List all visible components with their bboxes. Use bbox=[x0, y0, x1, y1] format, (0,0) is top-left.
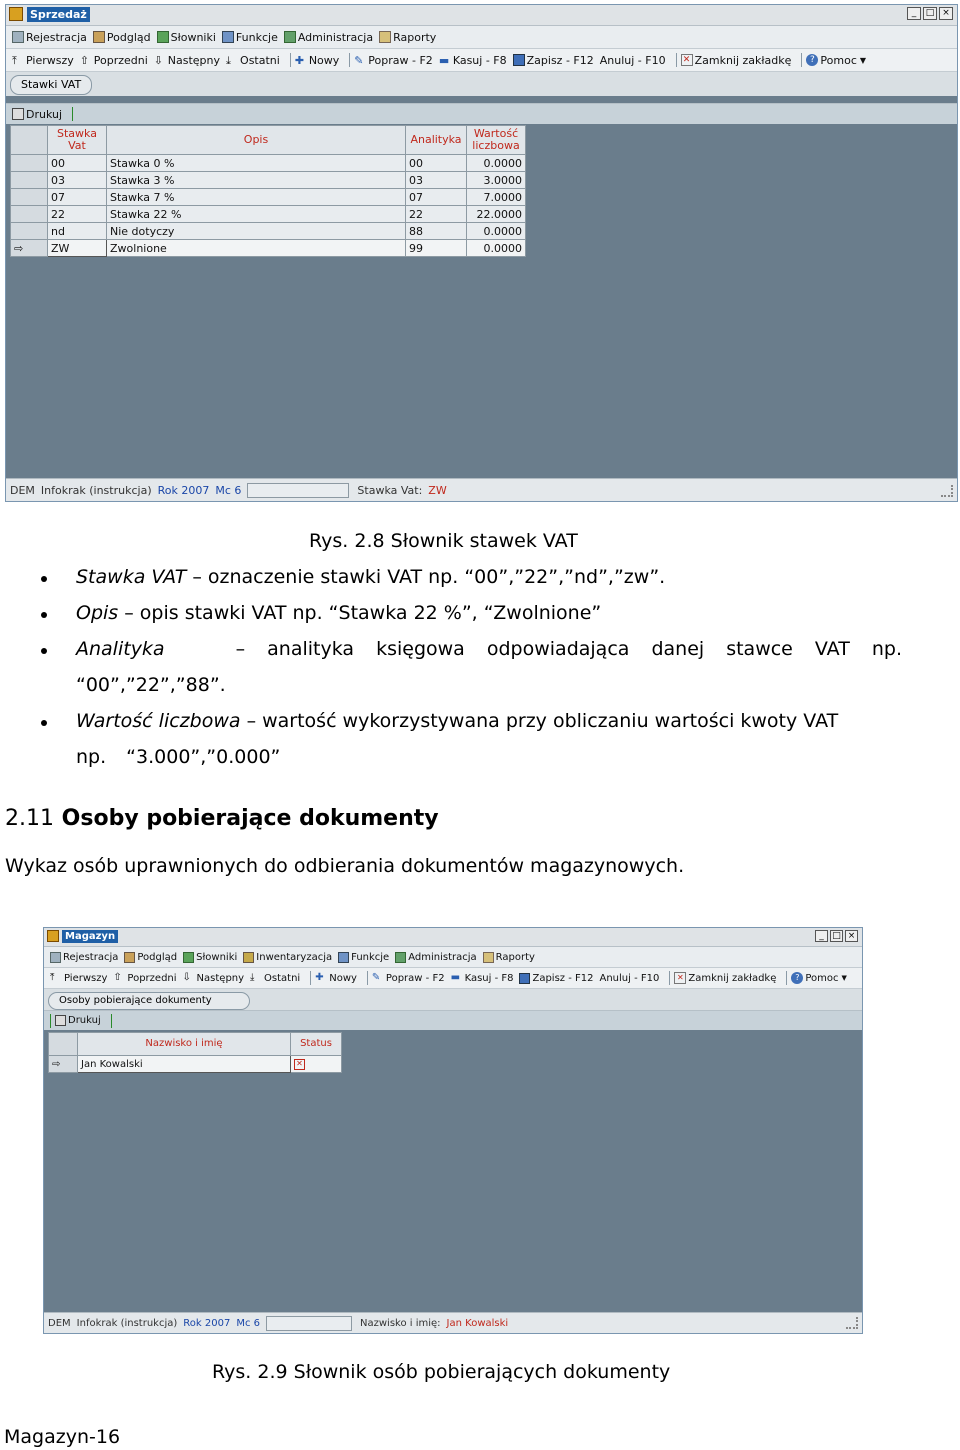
up-arrow-icon: ⇧ bbox=[79, 54, 89, 67]
cell-status[interactable] bbox=[291, 1056, 342, 1073]
status-dem: DEM bbox=[48, 1317, 71, 1329]
bullet-analityka-cont: “00”,”22”,”88”. bbox=[76, 674, 226, 696]
help-icon: ? bbox=[791, 972, 803, 984]
admin-icon bbox=[395, 952, 406, 963]
last-arrow-icon: ⤓ bbox=[250, 972, 255, 983]
cell-wartosc[interactable]: 0.0000 bbox=[467, 240, 526, 257]
admin-icon bbox=[284, 31, 296, 43]
menu-administracja[interactable]: Administracja bbox=[284, 31, 373, 44]
status-month: Mc 6 bbox=[215, 483, 242, 497]
cancel-button[interactable]: Anuluj - F10 bbox=[599, 53, 666, 67]
menu-podglad[interactable]: Podgląd bbox=[124, 952, 177, 963]
section-heading bbox=[5, 806, 439, 831]
current-row-arrow-icon: ⇨ bbox=[52, 1058, 61, 1070]
delete-button[interactable]: ▬ Kasuj - F8 bbox=[438, 53, 507, 67]
bullet-opis: Opis – opis stawki VAT np. “Stawka 22 %”, “Zwolnione” bbox=[76, 602, 602, 624]
menu-bar bbox=[6, 26, 957, 49]
bullet-icon bbox=[41, 576, 47, 582]
maximize-icon[interactable]: □ bbox=[830, 930, 843, 942]
menu-raporty[interactable]: Raporty bbox=[379, 31, 436, 44]
status-year: Rok 2007 bbox=[157, 483, 210, 497]
row-indicator bbox=[11, 189, 48, 206]
desc-opis: opis stawki VAT np. “Stawka 22 %”, “Zwolnione” bbox=[139, 602, 602, 624]
col-status[interactable]: Status bbox=[291, 1033, 342, 1056]
action-bar bbox=[6, 103, 957, 124]
desc-stawka-vat: – oznaczenie stawki VAT np. “00”,”22”,”nd”,”zw”. bbox=[192, 566, 666, 588]
minus-icon: ▬ bbox=[450, 972, 461, 983]
row-indicator-header bbox=[11, 126, 48, 155]
cell-analityka[interactable]: 00 bbox=[406, 155, 467, 172]
cell-wartosc[interactable]: 3.0000 bbox=[467, 172, 526, 189]
desc-wartosc: – wartość wykorzystywana przy obliczaniu wartości kwoty VAT bbox=[246, 710, 839, 732]
menu-bar bbox=[44, 947, 862, 968]
up-arrow-icon: ⇧ bbox=[113, 972, 122, 983]
current-row-arrow-icon: ⇨ bbox=[14, 241, 24, 255]
bullet-wartosc-cont: np. “3.000”,”0.000” bbox=[76, 746, 281, 768]
cell-stawka[interactable]: 03 bbox=[48, 172, 107, 189]
minus-icon: ▬ bbox=[438, 54, 450, 67]
tab-osoby-pobierajace[interactable]: Osoby pobierające dokumenty bbox=[48, 992, 250, 1010]
printer-icon bbox=[12, 108, 24, 120]
new-button[interactable]: ✚ Nowy bbox=[315, 972, 357, 984]
cell-analityka[interactable]: 99 bbox=[406, 240, 467, 257]
close-tab-button[interactable]: ✕ Zamknij zakładkę bbox=[681, 54, 792, 67]
vat-table bbox=[10, 125, 526, 257]
menu-rejestracja[interactable]: Rejestracja bbox=[50, 952, 118, 963]
menu-inwentaryzacja[interactable]: Inwentaryzacja bbox=[243, 952, 332, 963]
cell-opis[interactable]: Stawka 3 % bbox=[107, 172, 406, 189]
table-row[interactable] bbox=[11, 223, 526, 240]
table-row[interactable] bbox=[11, 189, 526, 206]
first-arrow-icon: ⤒ bbox=[12, 54, 17, 67]
cell-opis[interactable]: Stawka 7 % bbox=[107, 189, 406, 206]
window-title: Sprzedaż bbox=[27, 7, 90, 22]
delete-button[interactable]: ▬ Kasuj - F8 bbox=[450, 972, 514, 984]
cell-nazwisko-imie[interactable]: Jan Kowalski bbox=[78, 1056, 291, 1073]
cell-stawka[interactable]: ZW bbox=[48, 240, 107, 257]
cell-wartosc[interactable]: 0.0000 bbox=[467, 223, 526, 240]
status-info: Infokrak (instrukcja) bbox=[76, 1317, 178, 1329]
cell-wartosc[interactable]: 0.0000 bbox=[467, 155, 526, 172]
sales-window bbox=[5, 4, 958, 502]
first-button[interactable]: ⤒ Pierwszy bbox=[12, 53, 74, 67]
down-arrow-icon: ⇩ bbox=[153, 54, 163, 67]
bullet-stawka-vat bbox=[76, 566, 665, 588]
last-button[interactable]: ⤓ Ostatni bbox=[226, 53, 280, 67]
preview-icon bbox=[93, 31, 105, 43]
minimize-icon[interactable]: _ bbox=[907, 7, 921, 20]
minimize-icon[interactable]: _ bbox=[815, 930, 828, 942]
row-indicator bbox=[11, 155, 48, 172]
save-button[interactable]: Zapisz - F12 bbox=[513, 54, 594, 67]
row-indicator bbox=[49, 1056, 78, 1073]
first-arrow-icon: ⤒ bbox=[50, 972, 55, 983]
menu-funkcje[interactable]: Funkcje bbox=[222, 31, 278, 44]
close-icon[interactable]: × bbox=[939, 7, 953, 20]
bullet-icon bbox=[41, 612, 47, 618]
toolbar-separator bbox=[290, 53, 291, 67]
table-row[interactable] bbox=[11, 206, 526, 223]
bullet-icon bbox=[41, 648, 47, 654]
window-title: Magazyn bbox=[62, 930, 118, 943]
app-icon bbox=[47, 930, 59, 942]
printer-icon bbox=[55, 1015, 66, 1026]
cell-opis[interactable]: Stawka 0 % bbox=[107, 155, 406, 172]
save-icon bbox=[519, 973, 530, 984]
dictionary-icon bbox=[183, 952, 194, 963]
toolbar bbox=[6, 49, 957, 72]
status-bar bbox=[44, 1312, 862, 1333]
status-field bbox=[266, 1316, 352, 1331]
table-row-selected[interactable] bbox=[49, 1056, 342, 1073]
title-bar bbox=[6, 5, 957, 26]
plus-icon: ✚ bbox=[294, 54, 305, 67]
cell-wartosc[interactable]: 7.0000 bbox=[467, 189, 526, 206]
bullet-analityka bbox=[76, 638, 902, 660]
cell-stawka[interactable]: nd bbox=[48, 223, 107, 240]
figure-caption-1: Rys. 2.8 Słownik stawek VAT bbox=[309, 530, 578, 552]
cell-analityka[interactable]: 07 bbox=[406, 189, 467, 206]
reports-icon bbox=[379, 31, 391, 43]
close-tab-icon: ✕ bbox=[681, 54, 693, 66]
row-indicator bbox=[11, 206, 48, 223]
next-button[interactable]: ⇩ Następny bbox=[153, 53, 221, 67]
menu-raporty[interactable]: Raporty bbox=[483, 952, 535, 963]
functions-icon bbox=[222, 31, 234, 43]
term-opis: Opis bbox=[76, 602, 119, 624]
tab-row bbox=[44, 989, 862, 1011]
help-button[interactable]: ? Pomoc ▼ bbox=[806, 54, 866, 67]
edit-button[interactable]: ✎ Popraw - F2 bbox=[371, 972, 445, 984]
toolbar-separator bbox=[367, 971, 368, 985]
action-bar bbox=[44, 1010, 862, 1030]
section-paragraph: Wykaz osób uprawnionych do odbierania dokumentów magazynowych. bbox=[5, 855, 685, 877]
section-number: 2.11 bbox=[5, 806, 54, 831]
cancel-button[interactable]: Anuluj - F10 bbox=[599, 972, 660, 984]
status-field bbox=[247, 483, 349, 498]
col-opis[interactable]: Opis bbox=[107, 126, 406, 155]
toolbar-separator bbox=[50, 1014, 51, 1028]
last-arrow-icon: ⤓ bbox=[226, 54, 231, 67]
close-icon[interactable]: × bbox=[845, 930, 858, 942]
menu-podglad[interactable]: Podgląd bbox=[93, 31, 151, 44]
cell-opis[interactable]: Zwolnione bbox=[107, 240, 406, 257]
previous-button[interactable]: ⇧ Poprzedni bbox=[79, 53, 148, 67]
tab-stawki-vat[interactable]: Stawki VAT bbox=[10, 75, 92, 95]
print-button[interactable]: Drukuj bbox=[55, 1015, 101, 1026]
figure-caption-2: Rys. 2.9 Słownik osób pobierających dokumenty bbox=[212, 1361, 671, 1383]
close-tab-button[interactable]: ✕ Zamknij zakładkę bbox=[674, 972, 776, 984]
table-row[interactable] bbox=[11, 172, 526, 189]
menu-slowniki[interactable]: Słowniki bbox=[183, 952, 237, 963]
down-arrow-icon: ⇩ bbox=[182, 972, 191, 983]
reports-icon bbox=[483, 952, 494, 963]
menu-administracja[interactable]: Administracja bbox=[395, 952, 476, 963]
col-stawka-vat[interactable]: Stawka Vat bbox=[48, 126, 107, 155]
section-title: Osoby pobierające dokumenty bbox=[61, 806, 439, 831]
status-label: Nazwisko i imię: bbox=[360, 1317, 441, 1329]
col-analityka[interactable]: Analityka bbox=[406, 126, 467, 155]
dropdown-arrow-icon: ▼ bbox=[841, 974, 847, 982]
plus-icon: ✚ bbox=[315, 972, 324, 983]
cell-opis[interactable]: Nie dotyczy bbox=[107, 223, 406, 240]
toolbar-separator bbox=[676, 53, 677, 67]
menu-slowniki[interactable]: Słowniki bbox=[157, 31, 216, 44]
status-value: ZW bbox=[428, 483, 447, 497]
preview-icon bbox=[124, 952, 135, 963]
table-row-selected[interactable] bbox=[11, 240, 526, 257]
term-stawka-vat: Stawka VAT bbox=[76, 566, 187, 588]
menu-funkcje[interactable]: Funkcje bbox=[338, 952, 389, 963]
cell-stawka[interactable]: 22 bbox=[48, 206, 107, 223]
toolbar-separator bbox=[786, 971, 787, 985]
cell-analityka[interactable]: 03 bbox=[406, 172, 467, 189]
maximize-icon[interactable]: □ bbox=[923, 7, 937, 20]
persons-table bbox=[48, 1032, 342, 1073]
desc-analityka: – analityka księgowa odpowiadająca danej stawce VAT np. bbox=[235, 638, 902, 660]
col-nazwisko-imie[interactable]: Nazwisko i imię bbox=[78, 1033, 291, 1056]
row-indicator bbox=[11, 172, 48, 189]
bullet-icon bbox=[41, 720, 47, 726]
cell-analityka[interactable]: 22 bbox=[406, 206, 467, 223]
title-bar bbox=[44, 928, 862, 947]
cell-stawka[interactable]: 00 bbox=[48, 155, 107, 172]
cell-opis[interactable]: Stawka 22 % bbox=[107, 206, 406, 223]
col-wartosc-liczbowa[interactable]: Wartość liczbowa bbox=[467, 126, 526, 155]
register-icon bbox=[50, 952, 61, 963]
help-button[interactable]: ? Pomoc ▼ bbox=[791, 972, 847, 984]
status-bar bbox=[6, 478, 957, 501]
status-info: Infokrak (instrukcja) bbox=[40, 483, 152, 497]
menu-rejestracja[interactable]: Rejestracja bbox=[12, 31, 87, 44]
resize-grip-icon[interactable] bbox=[941, 485, 953, 497]
edit-icon: ✎ bbox=[354, 54, 364, 67]
toolbar-separator bbox=[669, 971, 670, 985]
row-indicator bbox=[11, 223, 48, 240]
cell-analityka[interactable]: 88 bbox=[406, 223, 467, 240]
toolbar-separator bbox=[111, 1014, 112, 1028]
status-label: Stawka Vat: bbox=[357, 483, 423, 497]
status-dem: DEM bbox=[10, 483, 35, 497]
edit-icon: ✎ bbox=[371, 972, 381, 983]
close-tab-icon: ✕ bbox=[674, 972, 686, 984]
row-indicator bbox=[11, 240, 48, 257]
last-button[interactable]: ⤓ Ostatni bbox=[250, 972, 301, 984]
toolbar-separator bbox=[72, 107, 73, 121]
app-icon bbox=[9, 7, 23, 21]
status-year: Rok 2007 bbox=[183, 1317, 231, 1329]
toolbar bbox=[44, 968, 862, 989]
page-footer: Magazyn-16 bbox=[4, 1426, 121, 1448]
cell-stawka[interactable]: 07 bbox=[48, 189, 107, 206]
first-button[interactable]: ⤒ Pierwszy bbox=[50, 972, 108, 984]
help-icon: ? bbox=[806, 54, 818, 66]
inventory-icon bbox=[243, 952, 254, 963]
warehouse-window bbox=[43, 927, 863, 1334]
status-checkbox-icon[interactable]: ✕ bbox=[294, 1059, 305, 1070]
status-value: Jan Kowalski bbox=[446, 1317, 509, 1329]
previous-button[interactable]: ⇧ Poprzedni bbox=[113, 972, 177, 984]
tab-row bbox=[6, 72, 957, 96]
status-month: Mc 6 bbox=[236, 1317, 260, 1329]
bullet-wartosc bbox=[76, 710, 838, 732]
toolbar-separator bbox=[801, 53, 802, 67]
save-icon bbox=[513, 54, 525, 66]
toolbar-separator bbox=[349, 53, 350, 67]
resize-grip-icon[interactable] bbox=[846, 1317, 858, 1329]
new-button[interactable]: ✚ Nowy bbox=[294, 53, 340, 67]
register-icon bbox=[12, 31, 24, 43]
row-indicator-header bbox=[49, 1033, 78, 1056]
term-wartosc: Wartość liczbowa bbox=[76, 710, 241, 732]
table-row[interactable] bbox=[11, 155, 526, 172]
functions-icon bbox=[338, 952, 349, 963]
save-button[interactable]: Zapisz - F12 bbox=[519, 973, 593, 984]
print-button[interactable]: Drukuj bbox=[12, 108, 62, 121]
dropdown-arrow-icon: ▼ bbox=[859, 55, 867, 65]
term-analityka: Analityka bbox=[76, 638, 165, 660]
dictionary-icon bbox=[157, 31, 169, 43]
cell-wartosc[interactable]: 22.0000 bbox=[467, 206, 526, 223]
next-button[interactable]: ⇩ Następny bbox=[182, 972, 245, 984]
toolbar-separator bbox=[310, 971, 311, 985]
edit-button[interactable]: ✎ Popraw - F2 bbox=[354, 53, 433, 67]
